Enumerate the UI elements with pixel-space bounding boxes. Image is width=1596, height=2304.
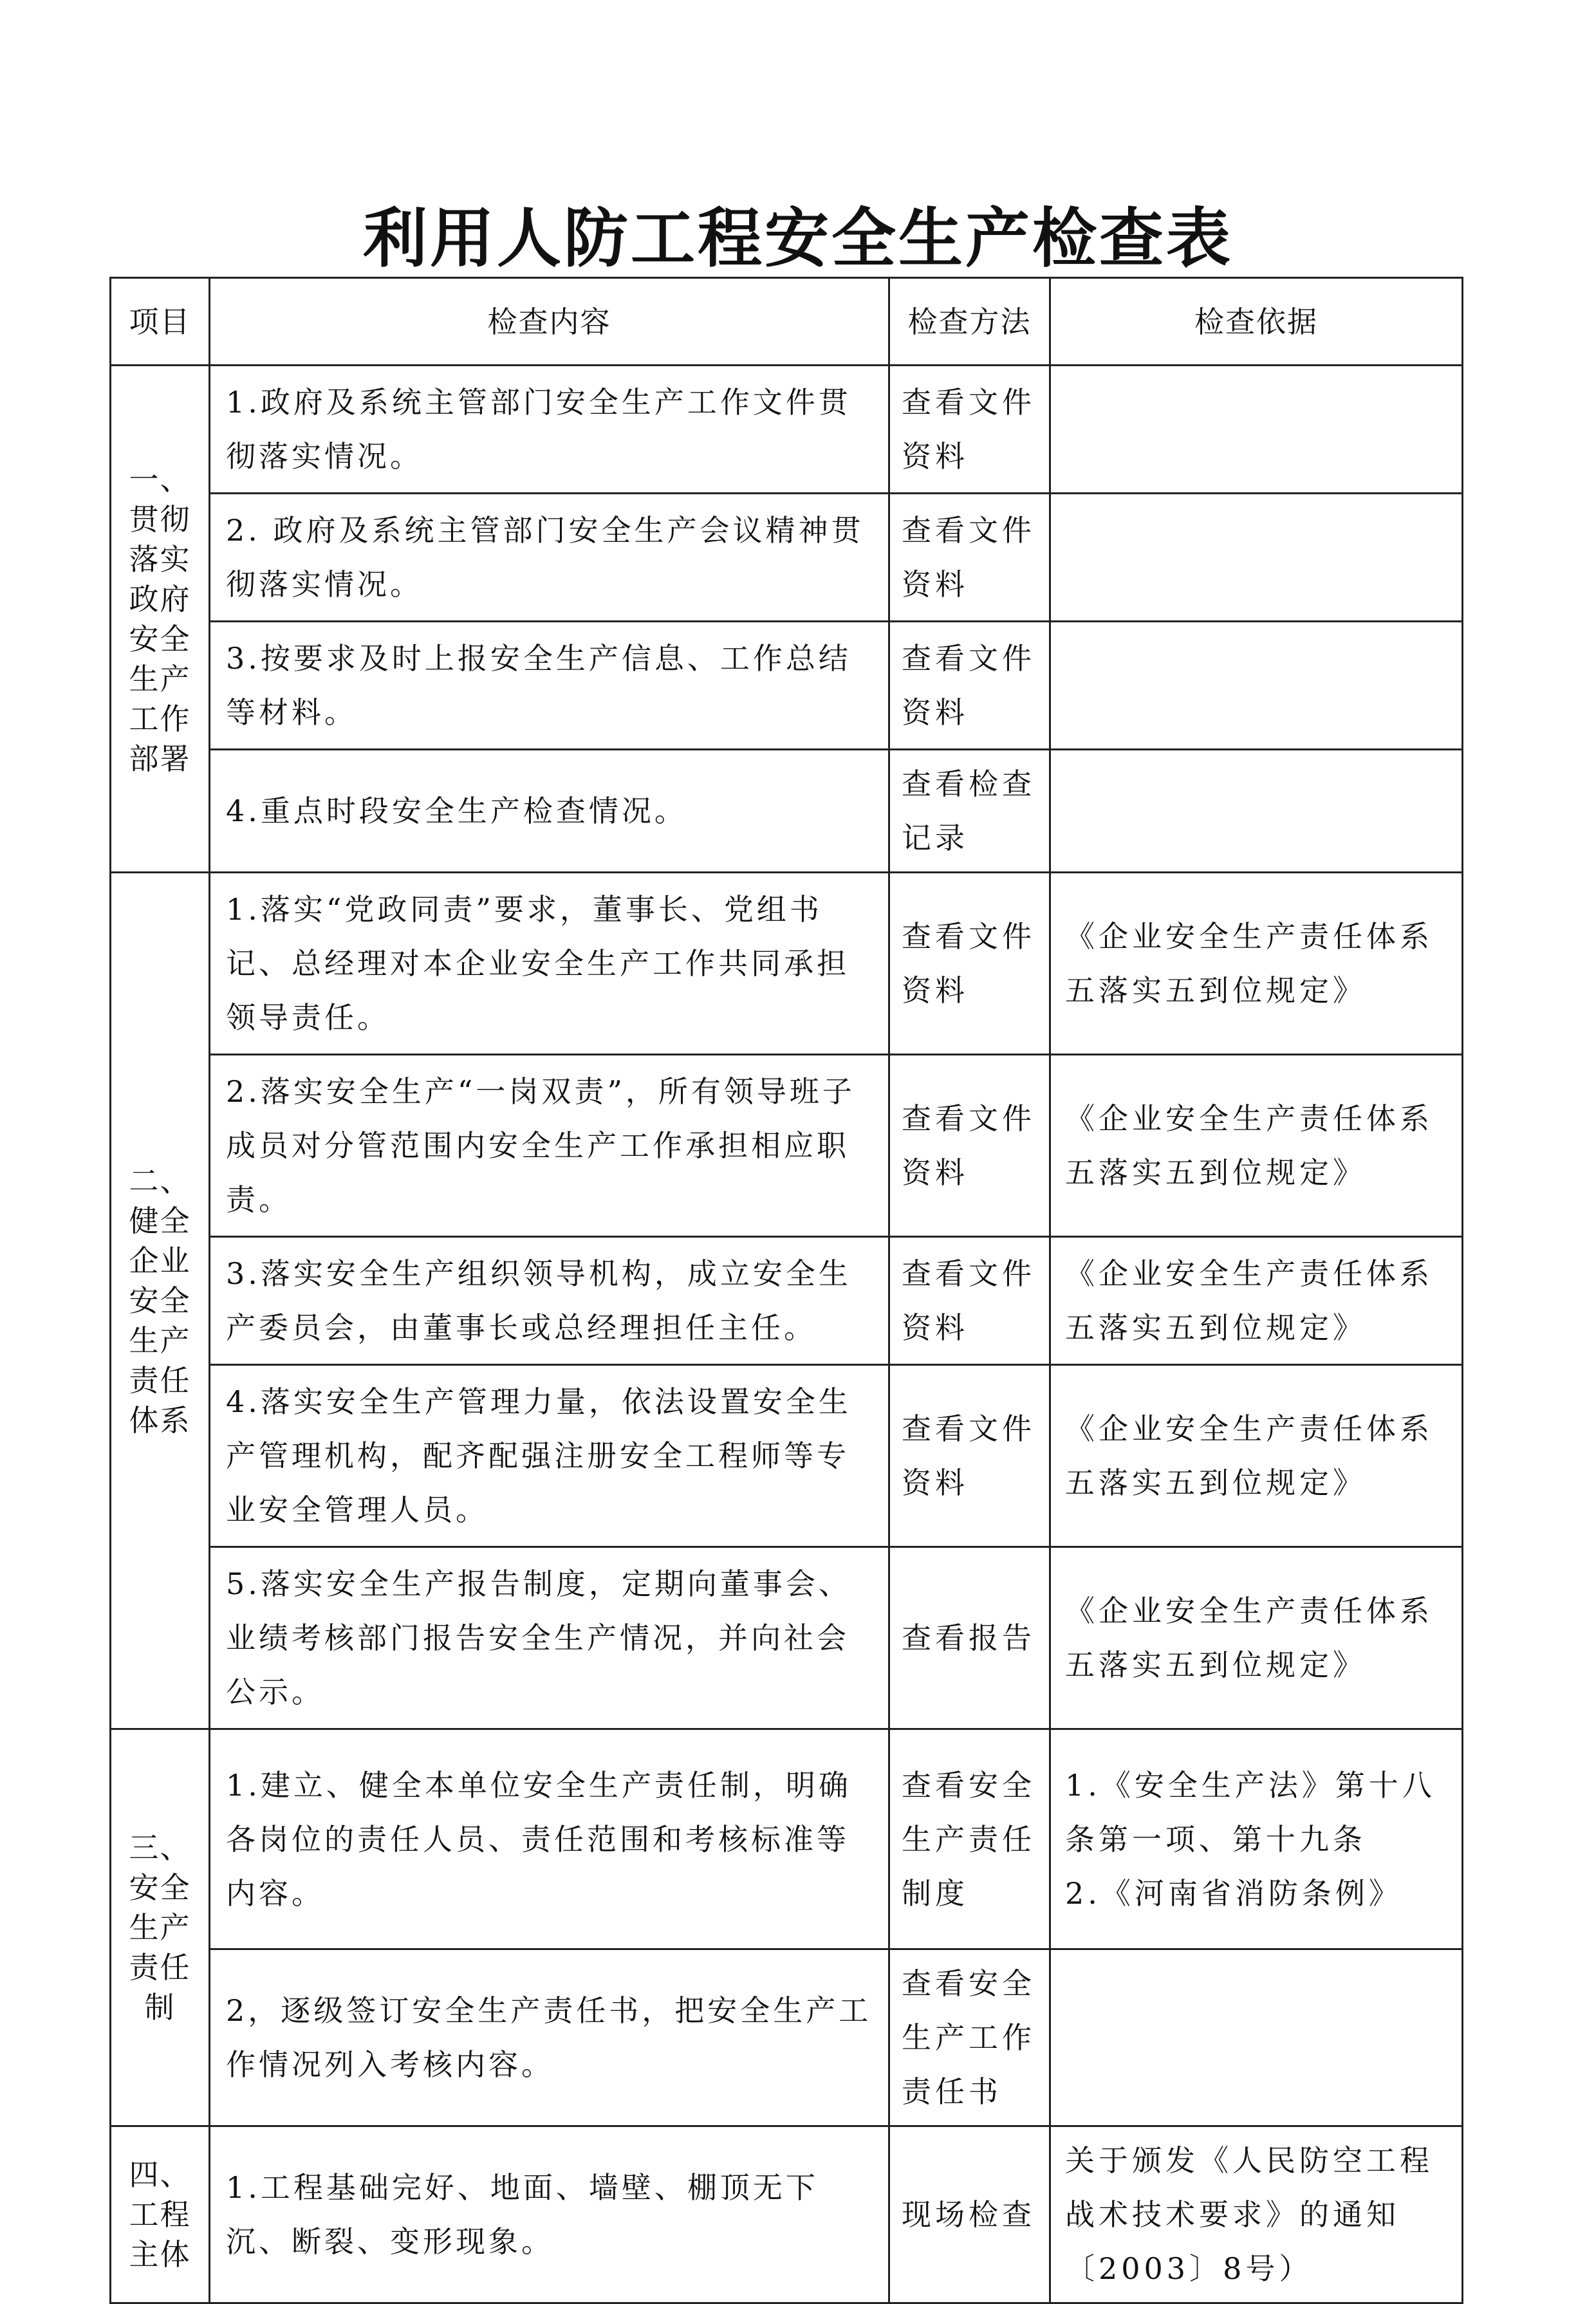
check-content: 4.重点时段安全生产检查情况。 <box>210 750 889 873</box>
check-basis <box>1050 873 1463 1055</box>
inspection-table <box>109 277 1463 2304</box>
basis-line: 《企业安全生产责任体系五落实五到位规定》 <box>1065 1256 1433 1345</box>
check-basis <box>1050 494 1463 622</box>
check-method: 查看安全生产责任制度 <box>889 1729 1050 1949</box>
table-row <box>111 873 1463 1055</box>
check-method: 查看安全生产工作责任书 <box>889 1949 1050 2126</box>
check-basis <box>1050 1365 1463 1547</box>
table-row <box>111 750 1463 873</box>
check-method: 查看文件资料 <box>889 1055 1050 1237</box>
check-method: 查看文件资料 <box>889 1365 1050 1547</box>
check-method: 查看文件资料 <box>889 1237 1050 1365</box>
section-item: 四、工程主体 <box>111 2126 210 2303</box>
section-item: 一、贯彻落实政府安全生产工作部署 <box>111 366 210 873</box>
table-row <box>111 1237 1463 1365</box>
basis-line: 《企业安全生产责任体系五落实五到位规定》 <box>1065 1101 1433 1190</box>
table-row <box>111 1055 1463 1237</box>
table-row <box>111 366 1463 494</box>
check-content: 2. 政府及系统主管部门安全生产会议精神贯彻落实情况。 <box>210 494 889 622</box>
check-content: 2.落实安全生产“一岗双责”，所有领导班子成员对分管范围内安全生产工作承担相应职责。 <box>210 1055 889 1237</box>
basis-line: 关于颁发《人民防空工程战术技术要求》的通知〔2003〕8号） <box>1065 2143 1433 2286</box>
page-title: 利用人防工程安全生产检查表 <box>363 201 1233 276</box>
check-basis <box>1050 1949 1463 2126</box>
check-method: 查看文件资料 <box>889 366 1050 494</box>
check-content: 1.建立、健全本单位安全生产责任制，明确各岗位的责任人员、责任范围和考核标准等内容。 <box>210 1729 889 1949</box>
table-row <box>111 1729 1463 1949</box>
check-content: 3.按要求及时上报安全生产信息、工作总结等材料。 <box>210 622 889 750</box>
check-content: 1.落实“党政同责”要求，董事长、党组书记、总经理对本企业安全生产工作共同承担领导责任。 <box>210 873 889 1055</box>
basis-line: 1.《安全生产法》第十八条第一项、第十九条 <box>1065 1767 1436 1857</box>
check-method: 查看检查记录 <box>889 750 1050 873</box>
check-basis <box>1050 1547 1463 1729</box>
section-item: 二、健全企业安全生产责任体系 <box>111 873 210 1729</box>
check-content: 3.落实安全生产组织领导机构，成立安全生产委员会，由董事长或总经理担任主任。 <box>210 1237 889 1365</box>
table-row <box>111 1365 1463 1547</box>
table-row <box>111 1949 1463 2126</box>
header-content: 检查内容 <box>210 278 889 366</box>
check-content: 1.工程基础完好、地面、墙壁、棚顶无下沉、断裂、变形现象。 <box>210 2126 889 2303</box>
check-basis <box>1050 1055 1463 1237</box>
header-row <box>111 278 1463 366</box>
basis-line: 《企业安全生产责任体系五落实五到位规定》 <box>1065 1411 1433 1500</box>
check-method: 查看文件资料 <box>889 622 1050 750</box>
section-item: 三、安全生产责任制 <box>111 1729 210 2126</box>
table-row <box>111 622 1463 750</box>
check-basis <box>1050 366 1463 494</box>
table-row <box>111 2126 1463 2303</box>
header-method: 检查方法 <box>889 278 1050 366</box>
table-row <box>111 494 1463 622</box>
check-content: 5.落实安全生产报告制度，定期向董事会、业绩考核部门报告安全生产情况，并向社会公示。 <box>210 1547 889 1729</box>
check-method: 查看文件资料 <box>889 494 1050 622</box>
check-content: 4.落实安全生产管理力量，依法设置安全生产管理机构，配齐配强注册安全工程师等专业安全管理人员。 <box>210 1365 889 1547</box>
check-method: 查看报告 <box>889 1547 1050 1729</box>
check-basis <box>1050 1729 1463 1949</box>
basis-line: 2.《河南省消防条例》 <box>1065 1875 1402 1911</box>
header-basis: 检查依据 <box>1050 278 1463 366</box>
table-row <box>111 1547 1463 1729</box>
check-basis <box>1050 750 1463 873</box>
check-method: 现场检查 <box>889 2126 1050 2303</box>
check-basis <box>1050 1237 1463 1365</box>
check-content: 2，逐级签订安全生产责任书，把安全生产工作情况列入考核内容。 <box>210 1949 889 2126</box>
check-content: 1.政府及系统主管部门安全生产工作文件贯彻落实情况。 <box>210 366 889 494</box>
basis-line: 《企业安全生产责任体系五落实五到位规定》 <box>1065 919 1433 1008</box>
check-basis <box>1050 2126 1463 2303</box>
check-method: 查看文件资料 <box>889 873 1050 1055</box>
header-item: 项目 <box>111 278 210 366</box>
check-basis <box>1050 622 1463 750</box>
basis-line: 《企业安全生产责任体系五落实五到位规定》 <box>1065 1593 1433 1682</box>
